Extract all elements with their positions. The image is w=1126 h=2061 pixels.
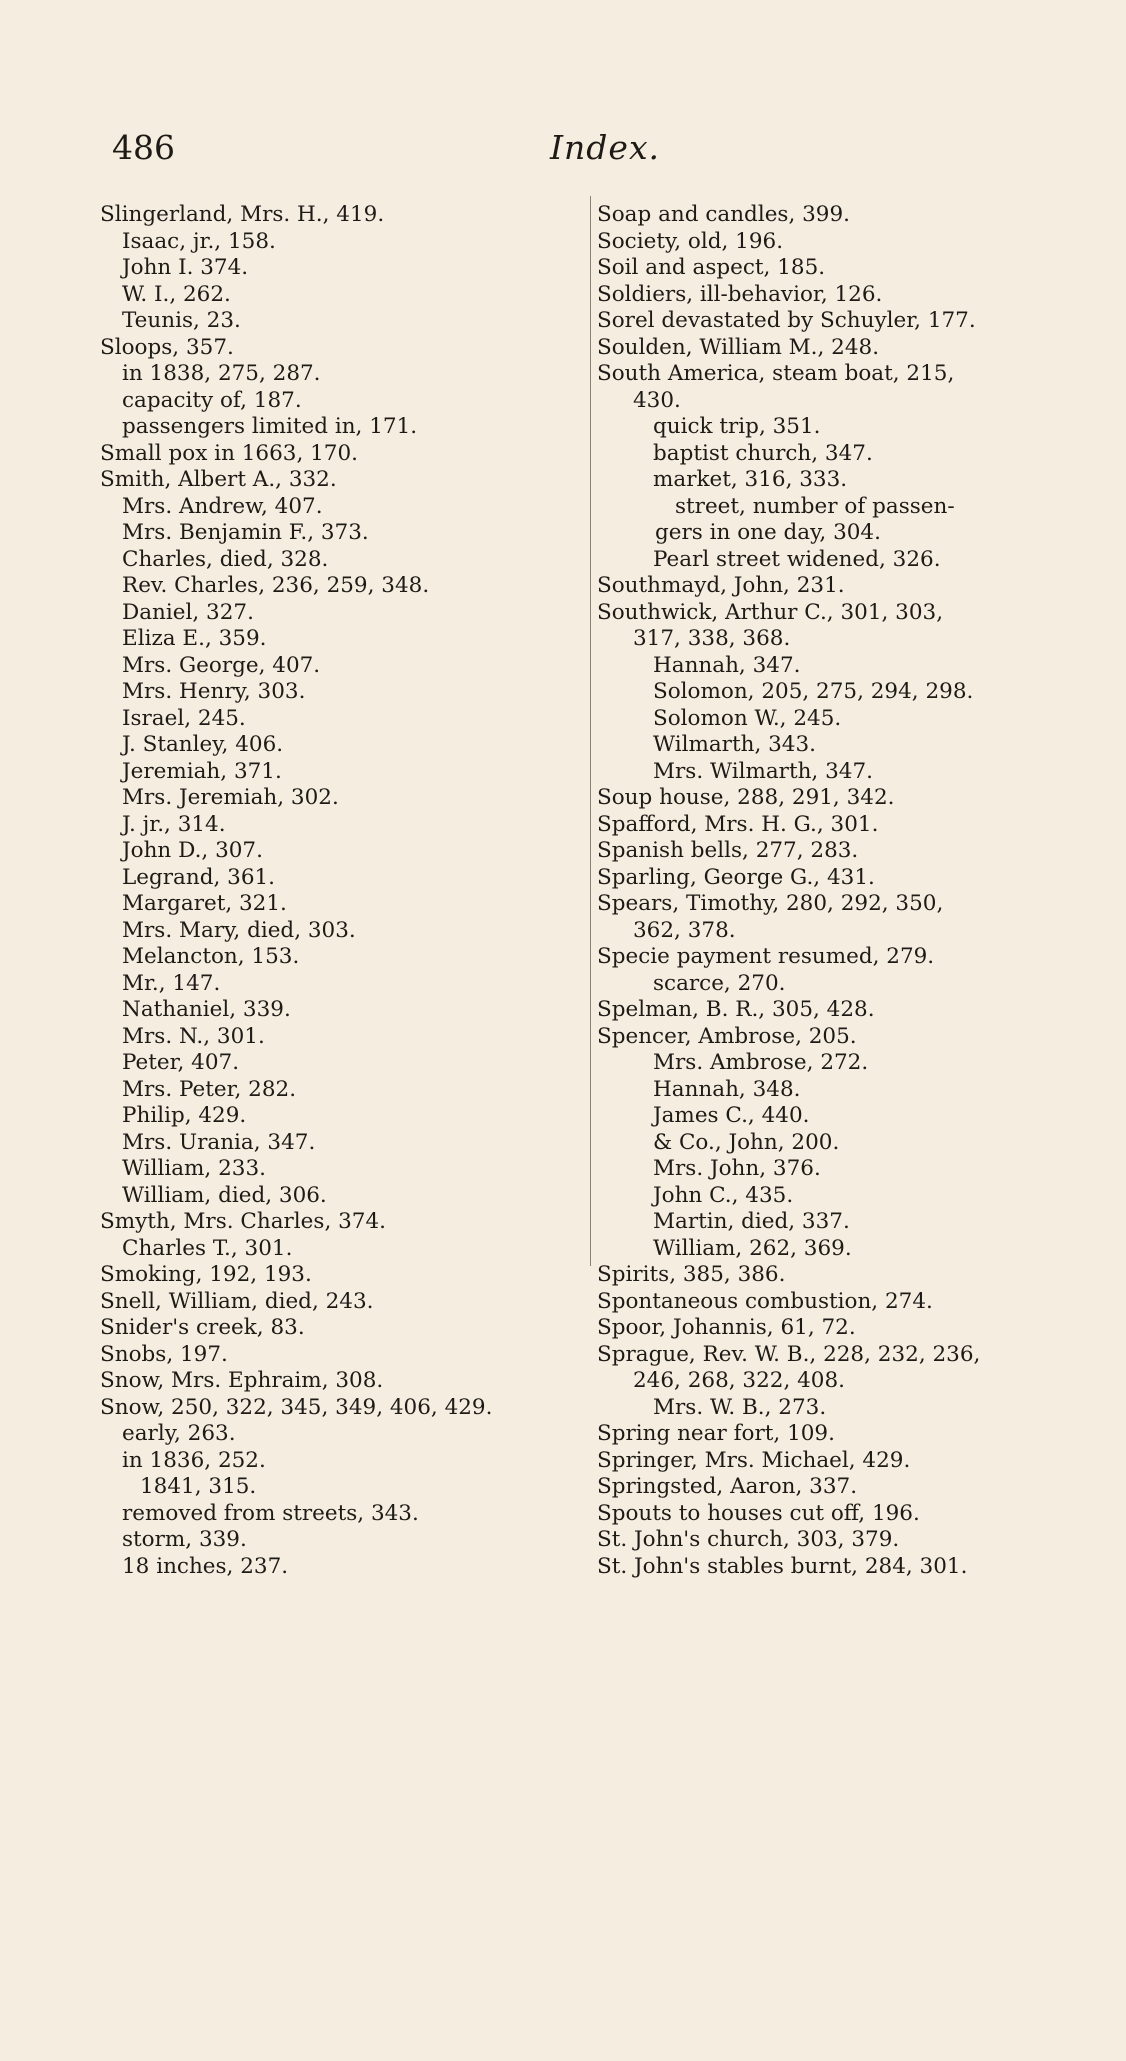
running-title: Index. [550,128,661,167]
index-subentry: Margaret, 321. [122,891,287,916]
index-subentry: William, died, 306. [122,1182,327,1208]
index-subentry: 1841, 315. [140,1474,257,1499]
index-subentry: early, 263. [122,1421,236,1446]
index-subentry: Eliza E., 359. [122,626,267,651]
index-subentry: Peter, 407. [122,1050,240,1075]
index-subentry: Isaac, jr., 158. [122,228,276,254]
index-subentry: Wilmarth, 343. [653,732,816,757]
index-subentry: market, 316, 333. [653,467,848,492]
index-subentry: baptist church, 347. [653,440,873,466]
index-subentry: Philip, 429. [122,1103,247,1128]
index-entry: Soap and candles, 399. [597,202,850,227]
index-entry: Small pox in 1663, 170. [100,440,358,466]
index-subentry: storm, 339. [122,1527,247,1552]
index-entry: Spontaneous combustion, 274. [597,1288,933,1314]
index-entry: Soulden, William M., 248. [597,334,880,360]
index-subentry: Mrs. N., 301. [122,1023,265,1049]
index-entry: Soldiers, ill-behavior, 126. [597,281,883,307]
index-subentry: 430. [633,387,681,413]
index-entry: Spelman, B. R., 305, 428. [597,997,875,1022]
index-subentry: Mr., 147. [122,970,221,996]
index-subentry: J. jr., 314. [122,811,226,837]
index-subentry: in 1836, 252. [122,1447,266,1473]
index-entry: Snell, William, died, 243. [100,1288,374,1314]
index-entry: Soup house, 288, 291, 342. [597,785,895,810]
index-subentry: scarce, 270. [653,970,786,996]
index-entry: Spanish bells, 277, 283. [597,838,859,863]
index-subentry: Daniel, 327. [122,599,254,625]
index-subentry: capacity of, 187. [122,387,302,413]
index-subentry: quick trip, 351. [653,414,821,439]
index-subentry: Jeremiah, 371. [122,758,282,784]
index-entry: Spirits, 385, 386. [597,1262,786,1287]
index-subentry: & Co., John, 200. [653,1129,840,1155]
index-subentry: street, number of passen- [675,493,955,519]
column-rule [590,196,591,1266]
index-entry: Sloops, 357. [100,334,234,360]
index-entry: Springsted, Aaron, 337. [597,1474,858,1499]
index-column-left [100,202,580,1580]
index-entry: St. John's church, 303, 379. [597,1527,900,1552]
index-entry: Southmayd, John, 231. [597,573,845,598]
index-subentry: Mrs. Urania, 347. [122,1129,316,1155]
index-entry: Sorel devastated by Schuyler, 177. [597,308,976,333]
index-entry: Southwick, Arthur C., 301, 303, [597,599,944,625]
index-subentry: Mrs. John, 376. [653,1156,821,1181]
index-entry: Soil and aspect, 185. [597,255,826,280]
index-subentry: 18 inches, 237. [122,1553,289,1579]
index-subentry: John D., 307. [122,838,263,863]
index-subentry: Legrand, 361. [122,864,276,890]
index-entry: Snow, Mrs. Ephraim, 308. [100,1368,384,1393]
index-entry: Spring near fort, 109. [597,1421,835,1446]
index-subentry: Israel, 245. [122,705,246,731]
index-entry: Spoor, Johannis, 61, 72. [597,1315,856,1340]
index-entry: Snow, 250, 322, 345, 349, 406, 429. [100,1394,493,1420]
index-subentry: Nathaniel, 339. [122,997,291,1022]
index-entry: Smoking, 192, 193. [100,1262,312,1287]
index-subentry: Mrs. Henry, 303. [122,679,306,704]
index-subentry: Martin, died, 337. [653,1209,850,1234]
index-subentry: Charles T., 301. [122,1235,293,1261]
index-entry: Smyth, Mrs. Charles, 374. [100,1209,386,1234]
index-entry: St. John's stables burnt, 284, 301. [597,1553,968,1579]
index-subentry: Solomon, 205, 275, 294, 298. [653,679,974,704]
index-subentry: Charles, died, 328. [122,546,329,572]
index-entry: Specie payment resumed, 279. [597,944,935,969]
index-subentry: John C., 435. [653,1182,794,1208]
index-subentry: Mrs. W. B., 273. [653,1394,827,1420]
index-entry: Smith, Albert A., 332. [100,467,337,492]
index-subentry: gers in one day, 304. [655,520,881,545]
index-subentry: W. I., 262. [122,281,231,307]
index-subentry: Mrs. George, 407. [122,652,321,678]
index-subentry: Mrs. Andrew, 407. [122,493,323,519]
index-entry: Snobs, 197. [100,1341,228,1367]
index-subentry: Mrs. Wilmarth, 347. [653,758,873,784]
index-subentry: Hannah, 348. [653,1076,801,1102]
index-subentry: removed from streets, 343. [122,1500,419,1526]
index-entry: Spencer, Ambrose, 205. [597,1023,857,1049]
index-subentry: Rev. Charles, 236, 259, 348. [122,573,430,598]
index-subentry: Mrs. Mary, died, 303. [122,917,356,943]
index-subentry: Pearl street widened, 326. [653,546,941,572]
index-subentry: William, 262, 369. [653,1235,852,1261]
page-number: 486 [112,128,175,167]
index-subentry: 246, 268, 322, 408. [633,1368,845,1393]
index-entry: Sprague, Rev. W. B., 228, 232, 236, [597,1341,981,1367]
index-subentry: John I. 374. [122,255,249,280]
index-column-right [597,202,1097,1580]
index-entry: Spafford, Mrs. H. G., 301. [597,811,879,837]
index-subentry: Melancton, 153. [122,944,300,969]
index-subentry: William, 233. [122,1156,266,1181]
index-subentry: Hannah, 347. [653,652,801,678]
index-subentry: 362, 378. [633,917,736,943]
index-subentry: Mrs. Jeremiah, 302. [122,785,339,810]
index-subentry: Mrs. Ambrose, 272. [653,1050,869,1075]
index-subentry: in 1838, 275, 287. [122,361,321,386]
index-entry: Slingerland, Mrs. H., 419. [100,202,385,227]
index-entry: Sparling, George G., 431. [597,864,875,890]
index-entry: Snider's creek, 83. [100,1315,305,1340]
index-subentry: Mrs. Peter, 282. [122,1076,297,1102]
index-entry: Springer, Mrs. Michael, 429. [597,1447,911,1473]
index-subentry: Teunis, 23. [122,308,241,333]
index-subentry: J. Stanley, 406. [122,732,284,757]
index-entry: Spouts to houses cut off, 196. [597,1500,920,1526]
index-entry: South America, steam boat, 215, [597,361,955,386]
index-subentry: Solomon W., 245. [653,705,842,731]
index-subentry: Mrs. Benjamin F., 373. [122,520,369,545]
index-entry: Spears, Timothy, 280, 292, 350, [597,891,944,916]
index-subentry: James C., 440. [653,1103,810,1128]
index-entry: Society, old, 196. [597,228,784,254]
index-subentry: passengers limited in, 171. [122,414,418,439]
index-subentry: 317, 338, 368. [633,626,791,651]
